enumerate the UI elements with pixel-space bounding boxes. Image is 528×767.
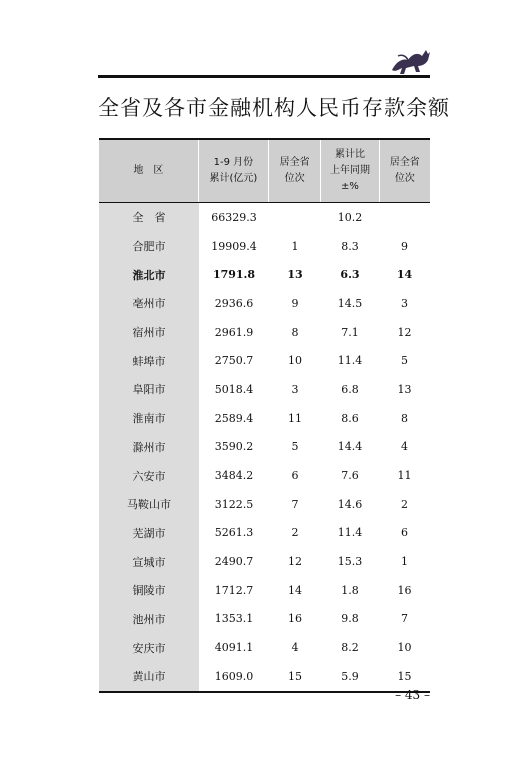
growth-rank-cell: 13 [397, 382, 412, 396]
region-cell: 全 省 [99, 203, 199, 232]
page-number: – 43 – [395, 688, 430, 702]
table-row [99, 461, 430, 490]
deposit-table [99, 138, 430, 693]
growth-rank-cell: 7 [401, 612, 408, 626]
growth-cell: 6.8 [341, 382, 359, 396]
growth-rank-cell: 4 [401, 440, 408, 454]
growth-cell: 10.2 [337, 210, 363, 224]
growth-rank-cell: 15 [397, 669, 412, 683]
growth-rank-cell [379, 203, 430, 232]
table-body [99, 203, 430, 691]
growth-rank-cell: 6 [401, 526, 408, 540]
header-rank-line2: 位次 [284, 173, 305, 184]
deposit-value-cell: 1791.8 [212, 268, 256, 282]
growth-rank-cell: 12 [397, 325, 412, 339]
growth-cell: 11.4 [337, 526, 363, 540]
table-row [99, 433, 430, 462]
growth-rank-cell: 10 [397, 641, 412, 655]
region-cell: 蚌埠市 [99, 346, 199, 375]
region-cell: 亳州市 [99, 289, 199, 318]
region-cell: 淮北市 [99, 260, 199, 289]
table-row [99, 633, 430, 662]
deposit-value-cell: 2936.6 [214, 296, 254, 310]
region-cell: 马鞍山市 [99, 490, 199, 519]
table-row [99, 605, 430, 634]
rank-cell [269, 203, 321, 232]
growth-cell: 1.8 [341, 583, 359, 597]
rank-cell: 13 [287, 268, 303, 282]
deposit-value-cell: 1712.7 [214, 583, 254, 597]
header-growth-rank-line2: 位次 [394, 173, 415, 184]
deposit-value-cell: 3122.5 [214, 497, 254, 511]
growth-cell: 8.3 [341, 239, 359, 253]
region-cell: 宿州市 [99, 318, 199, 347]
table-header [99, 140, 430, 202]
deposit-value-cell: 2750.7 [214, 354, 254, 368]
growth-rank-cell: 14 [396, 268, 413, 282]
deposit-value-cell: 2589.4 [214, 411, 254, 425]
region-cell: 芜湖市 [99, 519, 199, 548]
rank-cell: 7 [291, 497, 299, 511]
rank-cell: 8 [291, 325, 299, 339]
table-row [99, 260, 430, 289]
header-region-label: 地 区 [133, 165, 164, 176]
growth-rank-cell: 2 [401, 497, 408, 511]
growth-rank-cell: 5 [401, 354, 408, 368]
region-cell: 淮南市 [99, 404, 199, 433]
table-row [99, 404, 430, 433]
header-growth-rank [380, 140, 430, 202]
page-title: 全省及各市金融机构人民币存款余额 [98, 96, 450, 120]
rank-cell: 10 [288, 354, 302, 368]
table-row [99, 662, 430, 691]
header-cumulative-line1: 1-9 月份 [213, 157, 254, 168]
rank-cell: 3 [291, 382, 299, 396]
table-row [99, 318, 430, 347]
table-row [99, 490, 430, 519]
growth-cell: 8.2 [341, 641, 359, 655]
header-growth [321, 140, 379, 202]
region-cell: 宣城市 [99, 547, 199, 576]
deposit-value-cell: 2490.7 [214, 555, 254, 569]
rank-cell: 9 [291, 296, 299, 310]
growth-rank-cell: 9 [401, 239, 408, 253]
growth-cell: 15.3 [337, 555, 363, 569]
growth-cell: 7.6 [341, 469, 359, 483]
deposit-value-cell: 2961.9 [214, 325, 254, 339]
region-cell: 合肥市 [99, 232, 199, 261]
table-row [99, 289, 430, 318]
table-row [99, 232, 430, 261]
rank-cell: 11 [288, 411, 302, 425]
deposit-value-cell: 3484.2 [214, 469, 254, 483]
header-growth-line2: 上年同期 [329, 165, 370, 176]
table-row [99, 203, 430, 232]
deposit-value-cell: 1609.0 [214, 669, 254, 683]
growth-rank-cell: 16 [397, 583, 412, 597]
growth-cell: 14.4 [337, 440, 363, 454]
deposit-value-cell: 1353.1 [214, 612, 254, 626]
rank-cell: 4 [291, 641, 299, 655]
region-cell: 滁州市 [99, 433, 199, 462]
region-cell: 安庆市 [99, 633, 199, 662]
header-cumulative-line2: 累计(亿元) [209, 173, 258, 184]
region-cell: 铜陵市 [99, 576, 199, 605]
header-growth-line1: 累计比 [334, 149, 365, 160]
rank-cell: 2 [291, 526, 299, 540]
growth-cell: 9.8 [341, 612, 359, 626]
deposit-value-cell: 19909.4 [211, 239, 257, 253]
table-row [99, 547, 430, 576]
growth-rank-cell: 11 [397, 469, 412, 483]
rank-cell: 15 [288, 669, 302, 683]
rank-cell: 5 [291, 440, 299, 454]
growth-rank-cell: 3 [401, 296, 408, 310]
top-rule [98, 75, 430, 78]
region-cell: 六安市 [99, 461, 199, 490]
header-growth-rank-line1: 居全省 [389, 157, 420, 168]
table-row [99, 346, 430, 375]
rank-cell: 14 [288, 583, 302, 597]
deposit-value-cell: 5018.4 [214, 382, 254, 396]
header-rank [269, 140, 321, 202]
region-cell: 池州市 [99, 605, 199, 634]
table-row [99, 576, 430, 605]
region-cell: 阜阳市 [99, 375, 199, 404]
deposit-value-cell: 3590.2 [214, 440, 254, 454]
rank-cell: 6 [291, 469, 299, 483]
deposit-value-cell: 4091.1 [214, 641, 254, 655]
header-rank-line1: 居全省 [279, 157, 310, 168]
growth-rank-cell: 1 [401, 555, 408, 569]
header-region [99, 140, 199, 202]
growth-cell: 6.3 [340, 268, 360, 282]
growth-cell: 7.1 [341, 325, 359, 339]
table-row [99, 519, 430, 548]
header-cumulative [199, 140, 269, 202]
growth-cell: 14.5 [337, 296, 363, 310]
table-row [99, 375, 430, 404]
growth-cell: 11.4 [337, 354, 363, 368]
deposit-value-cell: 66329.3 [211, 210, 257, 224]
deposit-value-cell: 5261.3 [214, 526, 254, 540]
horse-logo-icon [388, 44, 434, 76]
rank-cell: 1 [291, 239, 299, 253]
growth-cell: 5.9 [341, 669, 359, 683]
growth-cell: 8.6 [341, 411, 359, 425]
growth-rank-cell: 8 [401, 411, 408, 425]
growth-cell: 14.6 [337, 497, 363, 511]
header-growth-line3: ±% [341, 181, 359, 192]
rank-cell: 16 [288, 612, 302, 626]
region-cell: 黄山市 [99, 662, 199, 691]
rank-cell: 12 [288, 555, 302, 569]
